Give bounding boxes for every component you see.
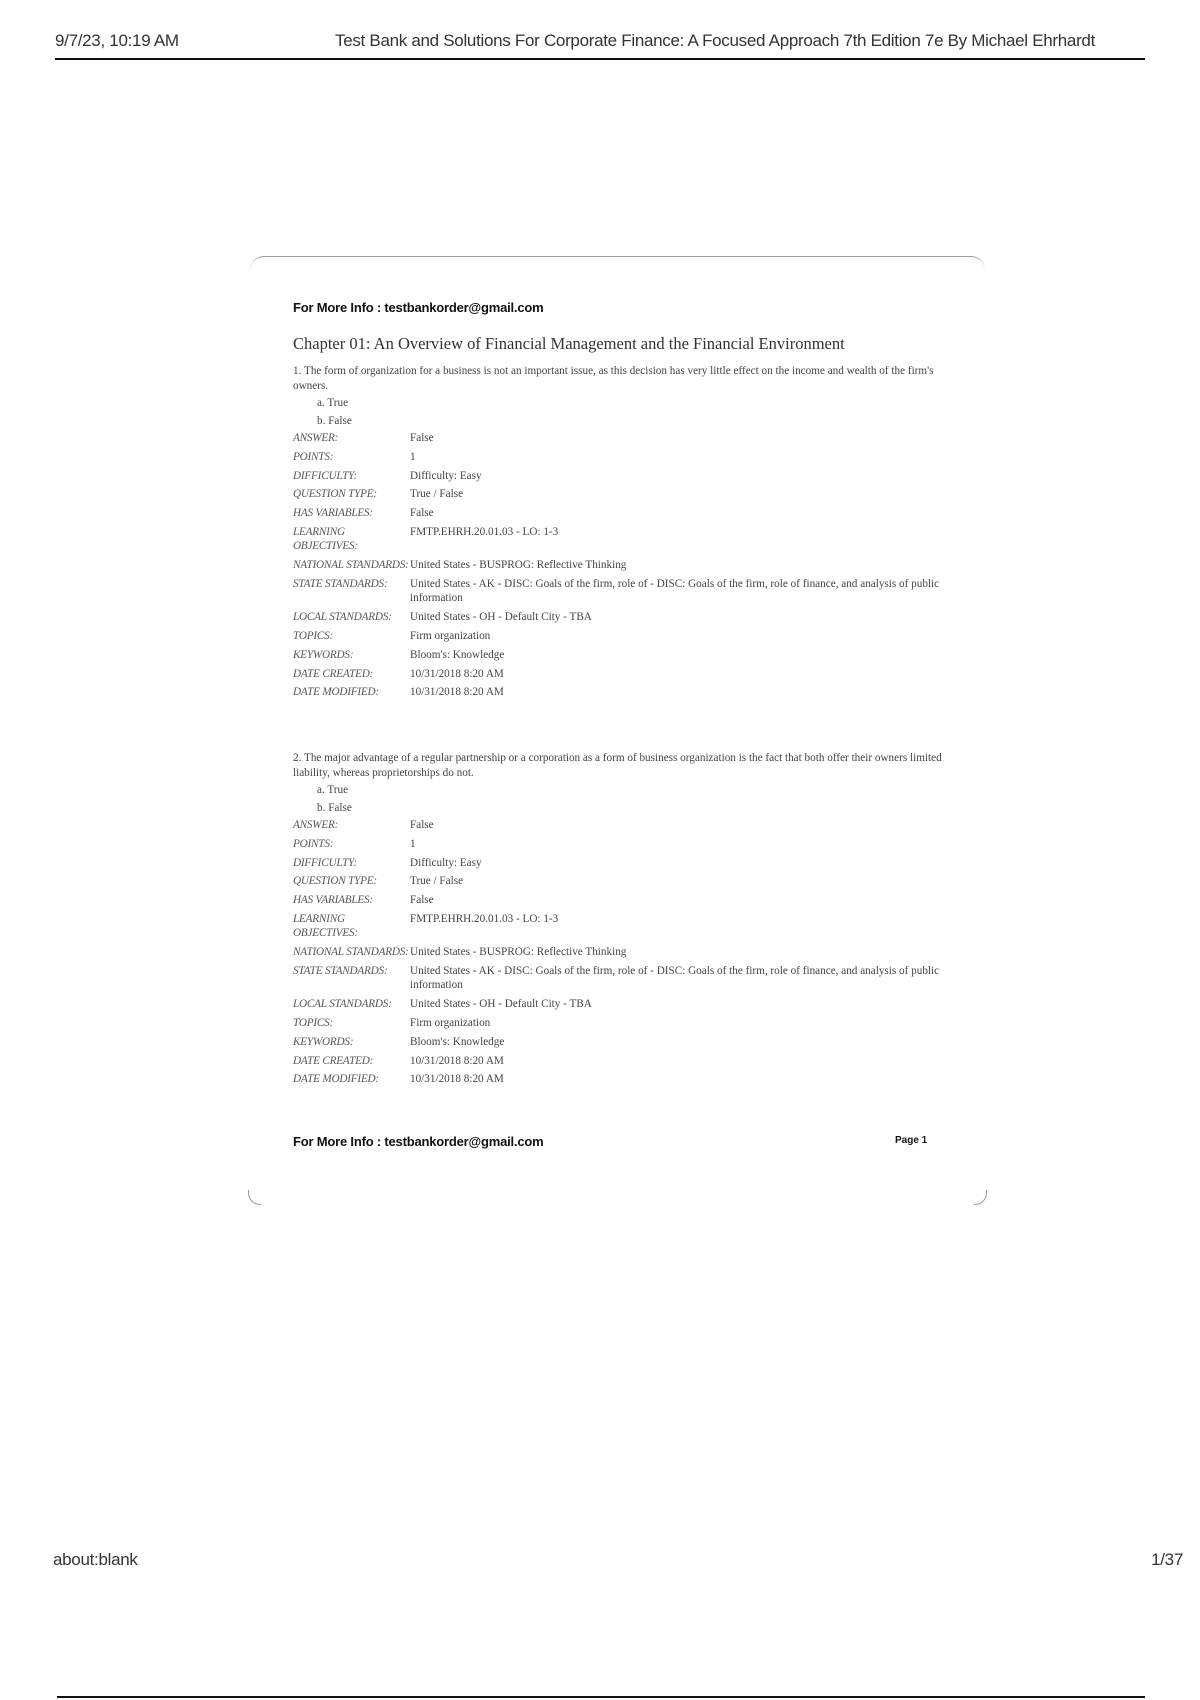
meta-key: ANSWER: (293, 432, 339, 444)
print-title: Test Bank and Solutions For Corporate Finance: A Focused Approach 7th Edition 7e By Michael Ehrhardt (335, 31, 1096, 50)
meta-key: KEYWORDS: (293, 648, 354, 661)
meta-row-difficulty (293, 856, 943, 875)
option-false: b. False (317, 415, 352, 427)
meta-key: DIFFICULTY: (293, 469, 357, 482)
meta-key: STATE STANDARDS: (293, 964, 388, 977)
meta-row-date-created (293, 667, 943, 686)
meta-key: HAS VARIABLES: (293, 507, 373, 520)
meta-value: United States - AK - DISC: Goals of the firm, role of - DISC: Goals of the firm, role of finance, and analysis of public information (410, 964, 940, 991)
meta-row-difficulty (293, 469, 943, 488)
meta-row-points (293, 837, 943, 856)
meta-key: ANSWER: (293, 819, 339, 831)
meta-key: POINTS: (293, 837, 334, 850)
meta-row-date-created (293, 1054, 943, 1073)
meta-key: LOCAL STANDARDS: (293, 997, 392, 1010)
meta-value: 10/31/2018 8:20 AM (410, 1054, 504, 1067)
meta-key: LEARNING OBJECTIVES: (293, 525, 358, 552)
meta-row-question-type (293, 874, 943, 893)
meta-row-state-standards (293, 577, 943, 610)
chapter-title: Chapter 01: An Overview of Financial Management and the Financial Environment (293, 334, 845, 353)
meta-key: DATE MODIFIED: (293, 686, 379, 699)
meta-row-topics (293, 1016, 943, 1035)
meta-row-local-standards (293, 610, 943, 629)
question-2 (293, 751, 943, 1091)
meta-key: NATIONAL STANDARDS: (293, 945, 409, 958)
meta-row-question-type (293, 487, 943, 506)
question-stem: 1. The form of organization for a business is not an important issue, as this decision has very little effect on the income and wealth of the firm's owners. (293, 365, 934, 392)
meta-row-state-standards (293, 964, 943, 997)
option-true: a. True (317, 397, 349, 409)
contact-info-top: For More Info : testbankorder@gmail.com (293, 300, 544, 315)
meta-value: 10/31/2018 8:20 AM (410, 1073, 504, 1086)
bottom-rule (57, 1696, 1145, 1698)
meta-value: True / False (410, 875, 464, 888)
meta-key: DIFFICULTY: (293, 856, 357, 869)
meta-key: KEYWORDS: (293, 1035, 354, 1048)
meta-value: United States - AK - DISC: Goals of the firm, role of - DISC: Goals of the firm, role of finance, and analysis of public information (410, 577, 940, 604)
meta-value: Firm organization (410, 1016, 491, 1029)
meta-value: True / False (410, 488, 464, 501)
meta-key: LEARNING OBJECTIVES: (293, 912, 358, 939)
print-header (55, 28, 1145, 60)
meta-value: United States - BUSPROG: Reflective Thinking (410, 558, 627, 571)
meta-key: DATE CREATED: (293, 667, 374, 680)
meta-value: Bloom's: Knowledge (410, 648, 505, 661)
option-true: a. True (317, 784, 349, 796)
meta-value: 10/31/2018 8:20 AM (410, 667, 504, 680)
meta-row-has-variables (293, 506, 943, 525)
meta-value: FMTP.EHRH.20.01.03 - LO: 1-3 (410, 912, 559, 925)
meta-value: Firm organization (410, 629, 491, 642)
meta-value: United States - OH - Default City - TBA (410, 997, 592, 1010)
meta-row-learning-objectives (293, 525, 943, 558)
meta-value: Difficulty: Easy (410, 856, 482, 869)
meta-row-answer (293, 431, 943, 450)
meta-row-topics (293, 629, 943, 648)
meta-row-date-modified (293, 1072, 943, 1091)
contact-info-bottom: For More Info : testbankorder@gmail.com (293, 1134, 544, 1149)
print-footer-page-count: 1/37 (1151, 1550, 1183, 1569)
question-stem: 2. The major advantage of a regular partnership or a corporation as a form of business organization is the fact that both offer their owners limited liability, whereas proprietorships do not. (293, 752, 942, 779)
meta-key: QUESTION TYPE: (293, 875, 377, 888)
meta-key: POINTS: (293, 450, 334, 463)
meta-value: United States - OH - Default City - TBA (410, 610, 592, 623)
meta-row-local-standards (293, 997, 943, 1016)
meta-key: HAS VARIABLES: (293, 894, 373, 907)
page-number: Page 1 (895, 1135, 928, 1146)
meta-key: STATE STANDARDS: (293, 577, 388, 590)
meta-value: 1 (410, 837, 416, 850)
question-metadata-table (293, 431, 943, 704)
print-date: 9/7/23, 10:19 AM (55, 31, 179, 50)
meta-row-national-standards (293, 945, 943, 964)
meta-value: False (410, 894, 434, 907)
question-metadata-table (293, 818, 943, 1091)
meta-row-points (293, 450, 943, 469)
meta-key: QUESTION TYPE: (293, 488, 377, 501)
meta-key: TOPICS: (293, 1016, 334, 1029)
meta-value: False (410, 819, 434, 831)
print-footer-url: about:blank (53, 1550, 138, 1569)
meta-key: DATE MODIFIED: (293, 1073, 379, 1086)
meta-key: TOPICS: (293, 629, 334, 642)
meta-value: 10/31/2018 8:20 AM (410, 686, 504, 699)
question-1 (293, 364, 943, 704)
meta-value: False (410, 432, 434, 444)
meta-row-date-modified (293, 685, 943, 704)
meta-value: Difficulty: Easy (410, 469, 482, 482)
meta-row-keywords (293, 1035, 943, 1054)
meta-key: DATE CREATED: (293, 1054, 374, 1067)
meta-value: FMTP.EHRH.20.01.03 - LO: 1-3 (410, 525, 559, 538)
meta-value: Bloom's: Knowledge (410, 1035, 505, 1048)
meta-row-learning-objectives (293, 912, 943, 945)
document-page (250, 256, 985, 1205)
option-false: b. False (317, 802, 352, 814)
meta-key: LOCAL STANDARDS: (293, 610, 392, 623)
meta-row-has-variables (293, 893, 943, 912)
meta-row-keywords (293, 648, 943, 667)
meta-row-answer (293, 818, 943, 837)
meta-key: NATIONAL STANDARDS: (293, 558, 409, 571)
meta-value: United States - BUSPROG: Reflective Thinking (410, 945, 627, 958)
meta-value: 1 (410, 450, 416, 463)
meta-row-national-standards (293, 558, 943, 577)
meta-value: False (410, 507, 434, 520)
